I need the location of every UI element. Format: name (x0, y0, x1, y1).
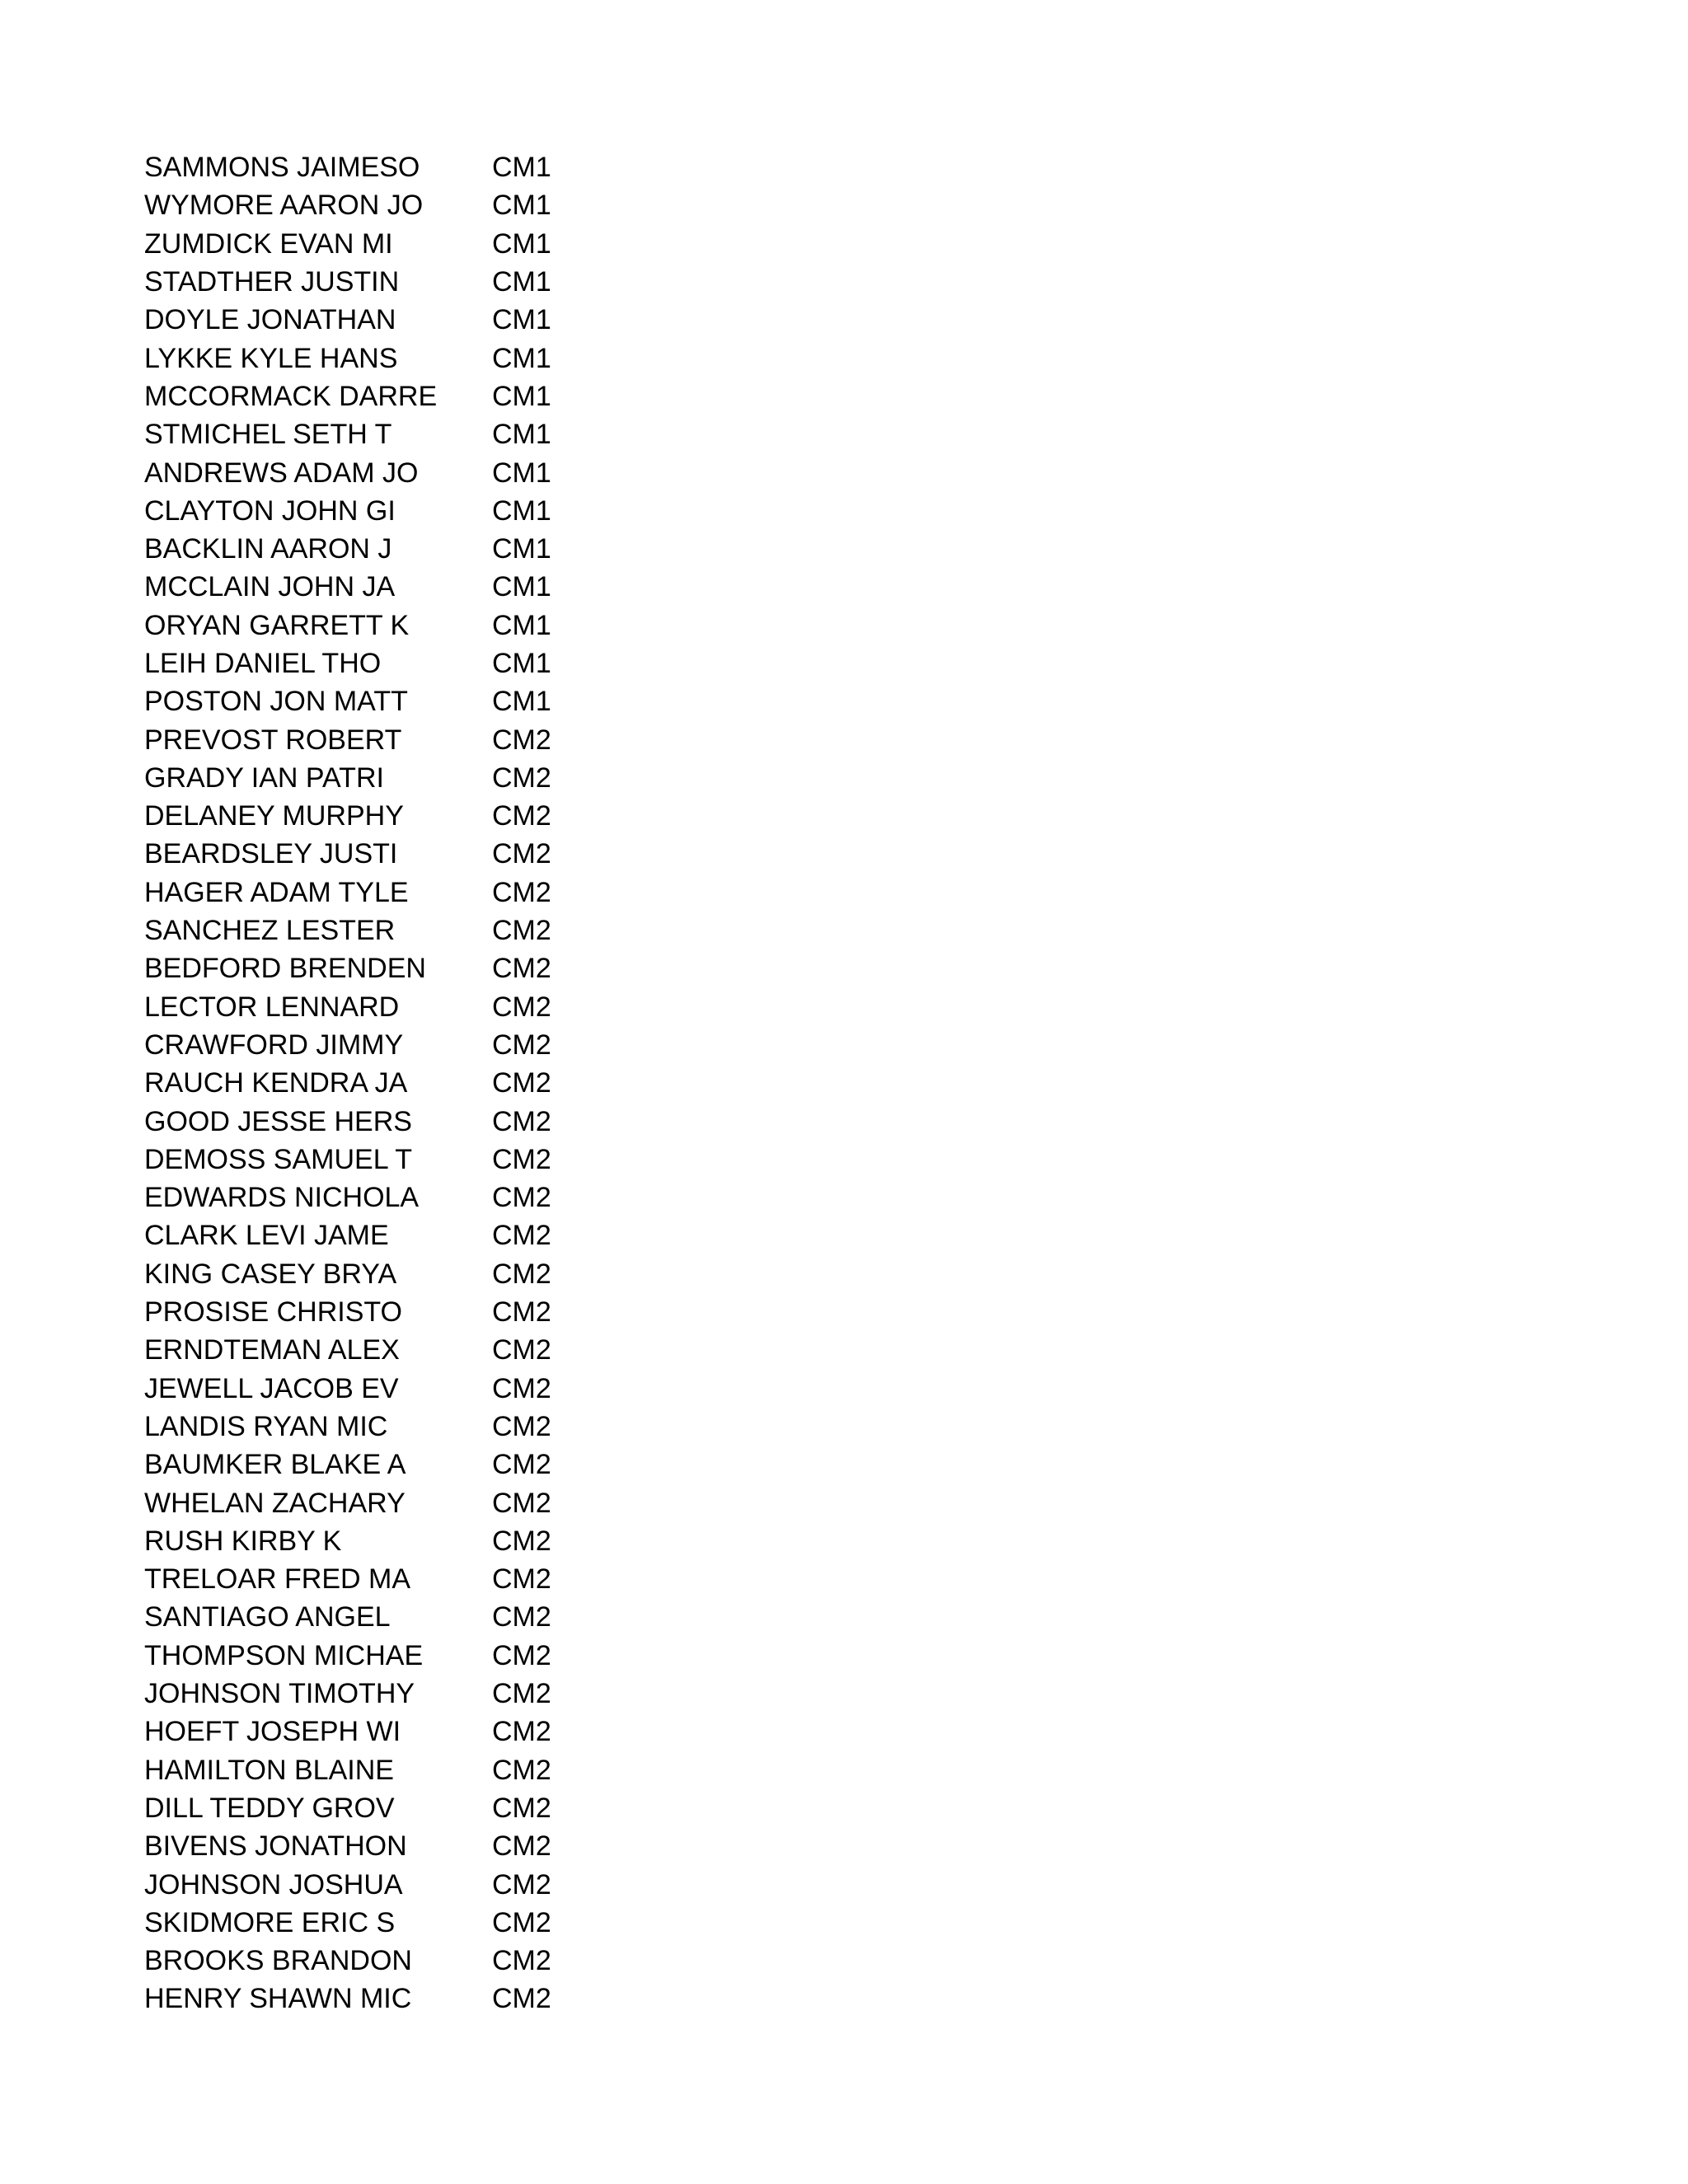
member-code: CM2 (492, 800, 551, 832)
member-name: TRELOAR FRED MA (144, 1563, 411, 1596)
roster-row (144, 1560, 551, 1598)
member-code: CM2 (492, 1029, 551, 1061)
member-code: CM1 (492, 304, 551, 336)
member-name: BEARDSLEY JUSTI (144, 838, 398, 870)
member-name: KING CASEY BRYA (144, 1258, 397, 1290)
roster-row (144, 1064, 551, 1102)
member-code: CM1 (492, 227, 551, 260)
member-code: CM2 (492, 953, 551, 985)
member-code: CM2 (492, 1868, 551, 1900)
member-name: LYKKE KYLE HANS (144, 342, 398, 374)
roster-row (144, 759, 551, 797)
member-code: CM2 (492, 1639, 551, 1671)
member-code: CM2 (492, 1449, 551, 1481)
member-code: CM2 (492, 1334, 551, 1366)
member-code: CM2 (492, 1601, 551, 1633)
member-code: CM2 (492, 1182, 551, 1214)
roster-row (144, 1598, 551, 1636)
roster-row (144, 1102, 551, 1140)
member-name: PREVOST ROBERT (144, 724, 402, 756)
roster-row (144, 1865, 551, 1903)
member-name: LANDIS RYAN MIC (144, 1410, 388, 1442)
roster-row (144, 1713, 551, 1750)
member-name: DEMOSS SAMUEL T (144, 1143, 412, 1175)
member-name: HOEFT JOSEPH WI (144, 1716, 401, 1748)
member-name: SANCHEZ LESTER (144, 915, 396, 947)
member-name: BROOKS BRANDON (144, 1945, 412, 1977)
member-name: THOMPSON MICHAE (144, 1639, 424, 1671)
member-code: CM1 (492, 342, 551, 374)
member-name: POSTON JON MATT (144, 686, 408, 718)
member-name: STMICHEL SETH T (144, 419, 392, 451)
member-name: MCCLAIN JOHN JA (144, 571, 396, 603)
member-name: CLAYTON JOHN GI (144, 494, 396, 527)
member-name: DELANEY MURPHY (144, 800, 404, 832)
member-code: CM2 (492, 1067, 551, 1099)
member-name: SAMMONS JAIMESO (144, 152, 420, 184)
member-name: BAUMKER BLAKE A (144, 1449, 406, 1481)
member-name: BACKLIN AARON J (144, 533, 392, 565)
member-code: CM2 (492, 1716, 551, 1748)
roster-row (144, 1141, 551, 1179)
member-name: HAGER ADAM TYLE (144, 876, 409, 908)
member-code: CM1 (492, 190, 551, 222)
member-code: CM2 (492, 991, 551, 1023)
member-code: CM2 (492, 1410, 551, 1442)
member-code: CM2 (492, 1525, 551, 1557)
member-name: WHELAN ZACHARY (144, 1487, 406, 1519)
roster-row (144, 1370, 551, 1408)
member-name: BIVENS JONATHON (144, 1830, 407, 1863)
roster-row (144, 1522, 551, 1560)
roster-row (144, 949, 551, 987)
member-code: CM2 (492, 1372, 551, 1404)
member-code: CM2 (492, 1563, 551, 1596)
roster-row (144, 874, 551, 912)
member-code: CM2 (492, 838, 551, 870)
member-code: CM2 (492, 1487, 551, 1519)
roster-row (144, 415, 551, 453)
roster-list (144, 148, 551, 2018)
roster-row (144, 568, 551, 606)
member-name: CLARK LEVI JAME (144, 1220, 389, 1252)
member-name: STADTHER JUSTIN (144, 266, 400, 298)
roster-row (144, 912, 551, 949)
member-name: ANDREWS ADAM JO (144, 457, 419, 489)
member-name: CRAWFORD JIMMY (144, 1029, 404, 1061)
member-code: CM2 (492, 915, 551, 947)
roster-row (144, 453, 551, 491)
member-code: CM1 (492, 571, 551, 603)
member-code: CM1 (492, 266, 551, 298)
member-name: RAUCH KENDRA JA (144, 1067, 408, 1099)
member-code: CM1 (492, 152, 551, 184)
member-code: CM1 (492, 533, 551, 565)
member-name: SANTIAGO ANGEL (144, 1601, 391, 1633)
roster-row (144, 682, 551, 720)
roster-row (144, 492, 551, 530)
member-name: JOHNSON TIMOTHY (144, 1678, 415, 1710)
member-name: JOHNSON JOSHUA (144, 1868, 403, 1900)
member-name: GOOD JESSE HERS (144, 1105, 412, 1137)
roster-row (144, 1408, 551, 1446)
member-code: CM1 (492, 648, 551, 679)
member-name: SKIDMORE ERIC S (144, 1906, 396, 1938)
roster-row (144, 797, 551, 835)
roster-row (144, 301, 551, 339)
member-code: CM1 (492, 419, 551, 451)
member-code: CM2 (492, 1258, 551, 1290)
roster-row (144, 1446, 551, 1483)
member-name: DILL TEDDY GROV (144, 1792, 395, 1824)
member-code: CM2 (492, 1983, 551, 2015)
roster-row (144, 186, 551, 224)
member-code: CM1 (492, 380, 551, 412)
member-name: LECTOR LENNARD (144, 991, 400, 1023)
roster-row (144, 720, 551, 758)
roster-row (144, 1483, 551, 1521)
member-code: CM2 (492, 1296, 551, 1329)
roster-row (144, 339, 551, 377)
roster-row (144, 835, 551, 873)
member-name: HENRY SHAWN MIC (144, 1983, 412, 2015)
roster-row (144, 148, 551, 186)
member-code: CM2 (492, 1754, 551, 1786)
member-code: CM1 (492, 494, 551, 527)
member-name: HAMILTON BLAINE (144, 1754, 394, 1786)
roster-row (144, 1026, 551, 1064)
roster-row (144, 1827, 551, 1865)
member-name: BEDFORD BRENDEN (144, 953, 426, 985)
roster-row (144, 1293, 551, 1331)
member-name: EDWARDS NICHOLA (144, 1182, 420, 1214)
member-name: DOYLE JONATHAN (144, 304, 396, 336)
member-code: CM2 (492, 1678, 551, 1710)
member-code: CM2 (492, 876, 551, 908)
roster-row (144, 1255, 551, 1293)
member-code: CM2 (492, 762, 551, 794)
roster-row (144, 1331, 551, 1369)
member-code: CM1 (492, 686, 551, 718)
member-code: CM2 (492, 1906, 551, 1938)
roster-row (144, 1637, 551, 1675)
roster-row (144, 377, 551, 415)
member-code: CM2 (492, 1830, 551, 1863)
member-name: GRADY IAN PATRI (144, 762, 384, 794)
roster-row (144, 1904, 551, 1942)
roster-row (144, 263, 551, 301)
roster-row (144, 1980, 551, 2018)
roster-row (144, 644, 551, 682)
member-code: CM2 (492, 1143, 551, 1175)
roster-row (144, 1789, 551, 1827)
roster-row (144, 1216, 551, 1254)
roster-row (144, 1750, 551, 1788)
member-name: ZUMDICK EVAN MI (144, 227, 393, 260)
member-name: MCCORMACK DARRE (144, 380, 438, 412)
member-code: CM2 (492, 1792, 551, 1824)
roster-row (144, 225, 551, 263)
roster-row (144, 1179, 551, 1216)
member-code: CM1 (492, 457, 551, 489)
member-name: WYMORE AARON JO (144, 190, 424, 222)
roster-row (144, 607, 551, 644)
member-name: ERNDTEMAN ALEX (144, 1334, 400, 1366)
member-name: RUSH KIRBY K (144, 1525, 342, 1557)
member-name: ORYAN GARRETT K (144, 609, 410, 641)
member-code: CM2 (492, 1105, 551, 1137)
member-code: CM1 (492, 609, 551, 641)
member-name: LEIH DANIEL THO (144, 648, 382, 679)
member-code: CM2 (492, 724, 551, 756)
roster-row (144, 530, 551, 568)
roster-row (144, 1942, 551, 1980)
member-name: JEWELL JACOB EV (144, 1372, 399, 1404)
roster-row (144, 988, 551, 1026)
member-code: CM2 (492, 1220, 551, 1252)
member-code: CM2 (492, 1945, 551, 1977)
roster-row (144, 1675, 551, 1713)
member-name: PROSISE CHRISTO (144, 1296, 402, 1329)
